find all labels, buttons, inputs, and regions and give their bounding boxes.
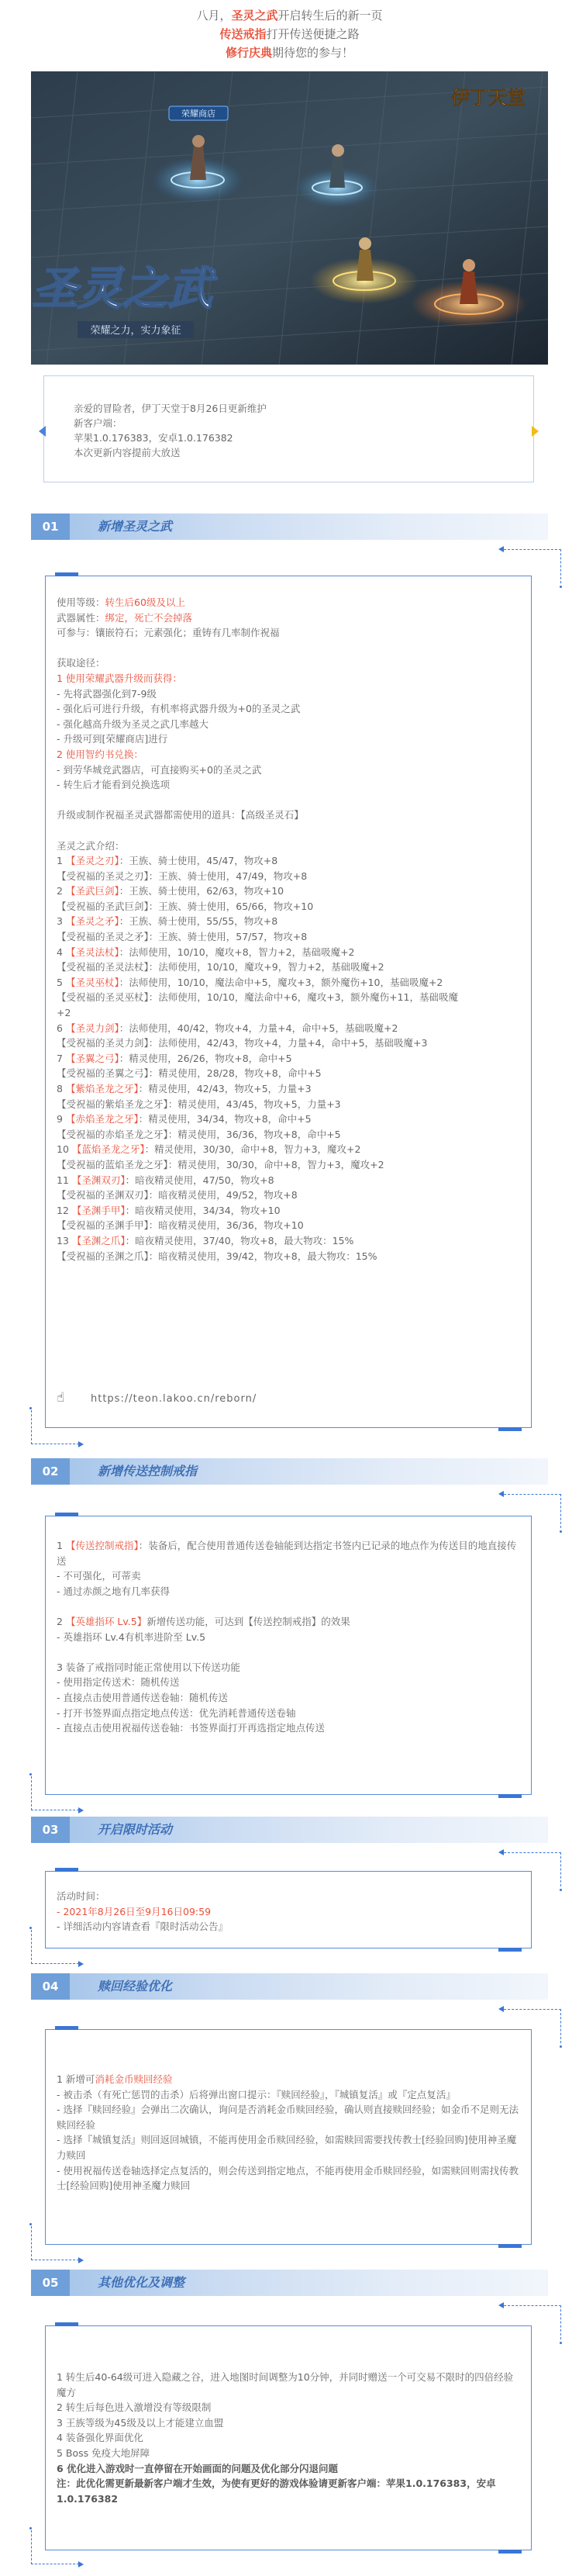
weapon-desc: ：王族、骑士使用，45/47，物攻+8 [119,855,278,867]
exp-highlight: 消耗金币赎回经验 [95,2073,173,2085]
teleport-item: - 使用指定传送术：随机传送 [57,1676,180,1689]
section-title: 赎回经验优化 [98,1979,173,1993]
teleport-title: 3 装备了戒指同时能正常使用以下传送功能 [57,1661,240,1673]
hand-pointer-icon: ☝ [57,1390,66,1406]
section-box-02 [45,1516,532,1795]
blessed-weapon-row: 【受祝福的圣灵巫杖】：法师使用，10/10，魔法命中+6，魔攻+3，额外魔伤+11，基础吸魔 [57,991,459,1004]
misc-item: 4 装备强化界面优化 [57,2432,143,2444]
section-box-05 [45,2325,532,2550]
weapon-number: 10 [57,1143,69,1156]
exp-item: - 使用祝福传送卷轴选择定点复活的，则会传送到指定地点，不能再使用金币赎回经验，如需赎回则需找传教士[经验回购]使用神圣魔力赎回 [57,2164,519,2192]
connector-line [31,2226,79,2260]
section-title: 新增传送控制戒指 [98,1464,198,1478]
enhance-note: 可参与：镶嵌符石；元素强化；重铸有几率制作祝福 [57,627,280,639]
weapon-desc: ：法师使用，40/42，物攻+4，力量+4，命中+5，基础吸魔+2 [119,1022,398,1034]
corner-bar [55,1868,78,1872]
attr-value: 绑定，死亡不会掉落 [105,611,193,624]
connector-dot-icon [560,586,562,588]
get1-item: - 强化越高升级为圣灵之武几率越大 [57,717,209,730]
get-title: 获取途径： [57,657,105,669]
weapon-desc: ：暗夜精灵使用，37/40，物攻+8，最大物攻：15% [125,1234,354,1247]
section-box-03 [45,1871,532,1948]
intro-line3-tail: 期待您的参与！ [272,46,354,60]
weapon-number: 8 [57,1083,63,1094]
weapon-number: 1 [57,855,63,867]
weapon-name: 【圣翼之弓】 [65,1052,119,1064]
reborn-url[interactable]: https://teon.lakoo.cn/reborn/ [91,1393,257,1405]
event-detail: - 详细活动内容请查看『限时活动公告』 [57,1921,228,1933]
blessed-weapon-row: 【受祝福的圣灵法杖】：法师使用，10/10，魔攻+9，智力+2，基础吸魔+2 [57,961,384,973]
get2-title: 2 使用智约书兑换： [57,748,143,760]
section-header-01 [31,513,548,540]
weapon-row [57,883,522,899]
weapon-row [57,1233,522,1249]
level-label: 使用等级： [57,596,105,608]
ring-desc: ：装备后，配合使用普通传送卷轴能到达指定书签内已记录的地点作为传送目的地直接传送 [57,1540,517,1567]
weapons-title: 圣灵之武介绍： [57,839,125,852]
section-box-01 [45,576,532,1428]
weapon-desc: ：法师使用，10/10，魔攻+8，智力+2，基础吸魔+2 [119,946,355,958]
weapon-row [57,914,522,929]
corner-bar [498,1948,522,1952]
connector-line [31,1930,79,1964]
intro-line2-tail: 打开传送便捷之路 [266,27,360,41]
game-logo: 伊丁天堂 [451,86,526,109]
corner-bar [498,1794,522,1798]
get1-item: - 强化后可进行升级，有机率将武器升级为+0的圣灵之武 [57,703,301,715]
weapon-name: 【赤焰圣龙之牙】 [65,1113,139,1125]
weapon-row [57,975,522,991]
blessed-weapon-row: 【受祝福的圣渊手甲】：暗夜精灵使用，36/36，物攻+10 [57,1219,304,1232]
connector-arrow-icon [498,1849,504,1855]
weapon-row [57,1112,522,1127]
corner-bar [498,2244,522,2248]
corner-bar [498,1427,522,1431]
corner-bar [55,2322,78,2326]
blessed-weapon-row: 【受祝福的圣渊双刃】：暗夜精灵使用，49/52，物攻+8 [57,1189,298,1202]
item-number: 2 [57,1615,66,1627]
blessed-weapon-row: 【受祝福的紫焰圣龙之牙】：精灵使用，43/45，物攻+5，力量+3 [57,1098,341,1110]
section-number: 01 [31,513,70,540]
weapon-desc: ：法师使用，10/10，魔法命中+5，魔攻+3，额外魔伤+10，基础吸魔+2 [119,976,443,988]
weapon-number: 4 [57,946,63,958]
connector-dot-icon [560,2045,562,2048]
intro-highlight-ring: 传送戒指 [219,27,267,41]
intro-highlight-weapon: 圣灵之武 [231,9,278,22]
connector-dot-icon [560,2342,562,2344]
get1-item: - 升级可到[荣耀商店]进行 [57,733,168,745]
connector-arrow-icon [78,1807,84,1814]
section-header-02 [31,1458,548,1485]
section-number: 02 [31,1458,70,1485]
weapon-name: 【圣灵之刃】 [65,855,119,867]
weapon-number: 9 [57,1113,63,1125]
weapon-row [57,1173,522,1188]
section-header-05 [31,2270,548,2296]
weapon-number: 11 [57,1174,69,1186]
intro-line1-tail: 开启转生后的新一页 [277,9,383,22]
weapon-name: 【圣渊手甲】 [71,1204,126,1216]
blessed-weapon-row: 【受祝福的赤焰圣龙之牙】：精灵使用，36/36，物攻+8，命中+5 [57,1128,341,1140]
notice-line: 苹果1.0.176383，安卓1.0.176382 [74,432,233,444]
character-name-tag: 荣耀商店 [181,109,215,119]
exp-item: - 选择『城镇复活』则回返回城镇，不能再使用金币赎回经验，如需赎回需要找传教士[经验回购]使用神圣魔力赎回 [57,2134,517,2161]
item-number: 1 [57,1540,66,1551]
weapon-row [57,1081,522,1097]
hero-ring-desc: 新增传送功能，可达到【传送控制戒指】的效果 [146,1615,350,1627]
weapon-desc: ：王族、骑士使用，62/63，物攻+10 [119,885,284,897]
section-header-04 [31,1973,548,2000]
corner-bar [55,572,78,576]
misc-item: 5 Boss 免疫大地屏障 [57,2446,150,2459]
level-value: 转生后60级及以上 [105,596,185,608]
section-title: 其他优化及调整 [98,2275,185,2290]
intro-line1-text: 八月， [196,9,232,22]
event-time-label: 活动时间： [57,1890,105,1902]
update-notice [43,375,534,482]
section-number: 03 [31,1817,70,1843]
connector-dot-icon [29,1407,32,1409]
weapon-desc: ：暗夜精灵使用，34/34，物攻+10 [125,1204,281,1216]
weapon-row [57,1142,522,1157]
blessed-weapon-row: 【受祝福的圣灵力剑】：法师使用，42/43，物攻+4，力量+4，命中+5，基础吸魔+3 [57,1037,428,1049]
notice-line: 亲爱的冒险者，伊丁天堂于8月26日更新维护 [74,403,267,414]
weapon-name: 【紫焰圣龙之牙】 [65,1083,139,1094]
notice-line: 新客户端： [74,417,122,429]
section-title: 新增圣灵之武 [98,519,173,534]
weapon-desc: ：精灵使用，26/26，物攻+8，命中+5 [119,1052,292,1064]
client-update-note: 注：此优化需更新最新客户端才生效，为使有更好的游戏体验请更新客户端：苹果1.0.176383，安卓1.0.176382 [57,2477,496,2505]
blessed-weapon-row: 【受祝福的圣灵之矛】：王族、骑士使用，57/57，物攻+8 [57,931,308,943]
notice-line: 本次更新内容提前大放送 [74,447,181,458]
weapon-name: 【圣灵法杖】 [65,946,119,958]
weapon-row [57,945,522,960]
connector-dot-icon [560,1530,562,1533]
banner-slogan: 荣耀之力，实力象征 [90,325,181,337]
weapon-name: 【圣渊双刃】 [71,1174,126,1186]
weapon-name: 【蓝焰圣龙之牙】 [71,1143,145,1156]
teleport-item: - 直接点击使用普通传送卷轴：随机传送 [57,1691,228,1703]
blessed-weapon-row: 【受祝福的圣翼之弓】：精灵使用，28/28，物攻+8，命中+5 [57,1067,322,1080]
weapon-number: 6 [57,1022,63,1034]
exp-item: - 选择『赎回经验』会弹出二次确认，询问是否消耗金币赎回经验，确认则直接赎回经验；如金币不足则无法赎回经验 [57,2104,519,2131]
hero-banner [31,71,548,365]
get1-title: 1 使用荣耀武器升级而获得： [57,672,182,684]
misc-item: 2 转生后每色进入激增没有等级限制 [57,2401,212,2414]
blessed-weapon-row: 【受祝福的圣武巨剑】：王族、骑士使用，65/66，物攻+10 [57,900,314,912]
misc-item: 3 王族等级为45级及以上才能建立血盟 [57,2416,224,2429]
teleport-item: - 直接点击使用祝福传送卷轴：书签界面打开再选指定地点传送 [57,1722,325,1734]
weapon-list [57,853,522,1264]
connector-arrow-icon [498,546,504,552]
weapon-number: 2 [57,885,63,897]
connector-arrow-icon [78,2257,84,2263]
weapon-number: 3 [57,915,63,928]
connector-arrow-icon [498,2006,504,2012]
connector-line [31,1410,79,1444]
weapon-number: 7 [57,1052,63,1064]
left-triangle-icon [39,426,46,437]
connector-arrow-icon [498,1491,504,1497]
weapon-row [57,1021,522,1036]
weapon-name: 【圣灵之矛】 [65,915,119,928]
connector-dot-icon [29,2527,32,2529]
weapon-number: 13 [57,1234,69,1247]
intro-highlight-event: 修行庆典 [225,46,272,60]
hero-ring-item: - 英雄指环 Lv.4有机率进阶至 Lv.5 [57,1630,206,1643]
section-title: 开启限时活动 [98,1822,173,1837]
weapon-number: 5 [57,976,63,988]
corner-bar [55,2026,78,2030]
blessed-weapon-row: 【受祝福的圣灵之刃】：王族、骑士使用，47/49，物攻+8 [57,870,308,882]
weapon-name: 【圣灵力剑】 [65,1022,119,1034]
bless-note: 升级或制作祝福圣灵武器都需使用的道具：【高级圣灵石】 [57,809,304,821]
reborn-link[interactable] [57,1390,257,1406]
get1-item: - 先将武器强化到7-9级 [57,687,157,700]
connector-dot-icon [29,2223,32,2225]
weapon-desc: ：王族、骑士使用，55/55，物攻+8 [119,915,278,928]
misc-item: 1 转生后40-64级可进入隐藏之谷，进入地图时间调整为10分钟，并同时赠送一个可交易不限时的四倍经验魔方 [57,2371,514,2398]
ring-item: - 不可强化，可蒂卖 [57,1570,141,1582]
weapon-desc: ：精灵使用，34/34，物攻+8，命中+5 [138,1113,312,1125]
weapon-name: 【圣渊之爪】 [71,1234,126,1247]
intro-text [0,6,579,62]
corner-bar [498,2550,522,2554]
weapon-row [57,1051,522,1067]
blessed-weapon-row-tail: +2 [57,1007,71,1019]
weapon-row [57,1203,522,1219]
weapon-name: 【圣武巨剑】 [65,885,119,897]
connector-line [31,1776,79,1810]
section-box-04 [45,2029,532,2245]
ring-item: - 通过赤颜之地有几率获得 [57,1585,170,1597]
weapon-row [57,853,522,869]
connector-arrow-icon [498,2302,504,2308]
connector-dot-icon [29,1927,32,1929]
weapon-desc: ：精灵使用，42/43，物攻+5，力量+3 [138,1083,312,1094]
section-header-03 [31,1817,548,1843]
connector-line [31,2530,79,2564]
right-triangle-icon [532,426,539,437]
section-number: 05 [31,2270,70,2296]
exp-item: - 被击杀（有死亡惩罚的击杀）后将弹出窗口提示：『赎回经验』，『城镇复活』或『定点复活』 [57,2088,456,2101]
connector-arrow-icon [78,2561,84,2567]
section-number: 04 [31,1973,70,2000]
event-time-value: - 2021年8月26日至9月16日09:59 [57,1905,212,1917]
teleport-item: - 打开书签界面点指定地点传送：优先消耗普通传送卷轴 [57,1706,296,1719]
ring-name: 【传送控制戒指】 [65,1540,139,1551]
corner-bar [55,1513,78,1516]
connector-dot-icon [560,1889,562,1891]
connector-arrow-icon [78,1441,84,1447]
get2-item: - 转生后才能看到兑换选项 [57,779,170,791]
weapon-number: 12 [57,1204,69,1216]
get2-item: - 到劳华城竞武器店，可直接购买+0的圣灵之武 [57,763,262,776]
misc-item: 6 优化进入游戏时一直停留在开始画面的问题及优化部分闪退问题 [57,2462,339,2474]
connector-dot-icon [29,1773,32,1776]
attr-label: 武器属性： [57,611,105,624]
hero-banner-art [31,71,548,365]
connector-arrow-icon [78,1961,84,1967]
weapon-desc: ：暗夜精灵使用，47/50，物攻+8 [125,1174,274,1186]
exp-title: 1 新增可 [57,2073,95,2085]
blessed-weapon-row: 【受祝福的圣渊之爪】：暗夜精灵使用，39/42，物攻+8，最大物攻：15% [57,1250,377,1262]
hero-ring-name: 【英雄指环 Lv.5】 [65,1615,147,1627]
weapon-name: 【圣灵巫杖】 [65,976,119,988]
weapon-desc: ：精灵使用，30/30，命中+8，智力+3，魔攻+2 [144,1143,361,1156]
blessed-weapon-row: 【受祝福的蓝焰圣龙之牙】：精灵使用，30/30，命中+8，智力+3，魔攻+2 [57,1158,384,1170]
banner-big-title: 圣灵之武 [32,262,213,315]
